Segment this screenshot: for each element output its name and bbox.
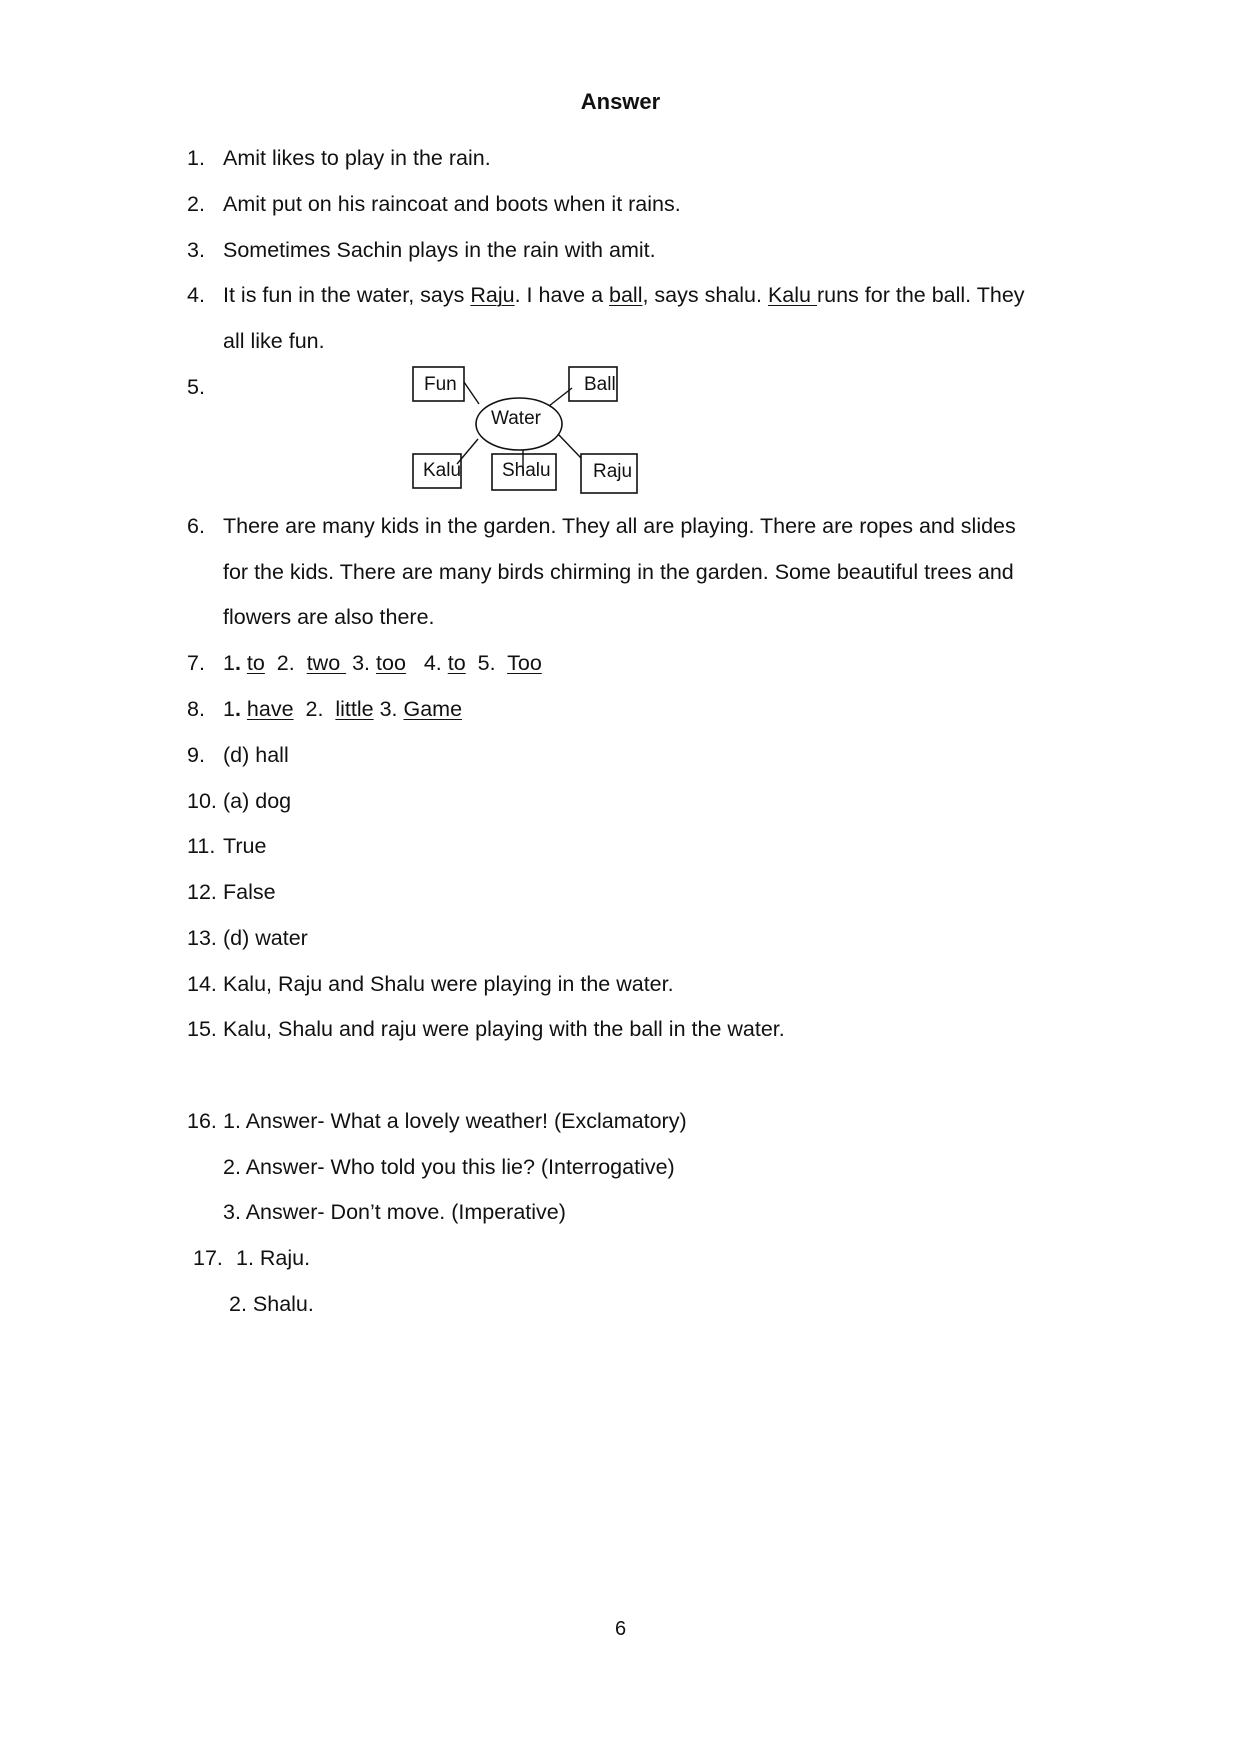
page-title: Answer [580, 89, 661, 114]
answer-13: (d) water [223, 926, 308, 950]
answer-8 [223, 695, 462, 723]
answer-16-sub: 2. Answer- Who told you this lie? (Interrogative) [223, 1155, 675, 1179]
answer-16-sub: 3. Answer- Don’t move. (Imperative) [223, 1200, 566, 1224]
underlined-word: Raju [470, 283, 515, 307]
text-span: . I have a [514, 283, 610, 307]
node-label-shalu: Shalu [502, 460, 551, 481]
item-number: 7. [187, 651, 205, 675]
underlined-word: Game [403, 697, 463, 721]
underlined-word: to [246, 651, 265, 675]
answer-2: Amit put on his raincoat and boots when it rains. [223, 192, 681, 216]
answer-10: (a) dog [223, 789, 292, 813]
center-label-water: Water [491, 408, 541, 429]
answer-16-sub: 1. Answer- What a lovely weather! (Exclamatory) [223, 1109, 687, 1133]
item-number: 14. [187, 972, 217, 996]
item-number: 17. [193, 1246, 223, 1270]
text-span: 2. [264, 651, 307, 675]
word-web-diagram [412, 366, 644, 502]
answer-4-continued: all like fun. [223, 329, 325, 353]
text-span: . [234, 697, 247, 721]
node-label-kalu: Kalu [423, 460, 462, 481]
item-number: 16. [187, 1109, 217, 1133]
underlined-word: Kalu [767, 283, 817, 307]
answer-15: Kalu, Shalu and raju were playing with the ball in the water. [223, 1017, 785, 1041]
text-span: 5. [465, 651, 508, 675]
node-label-fun: Fun [424, 374, 457, 395]
text-span: 1 [223, 697, 235, 721]
item-number: 4. [187, 283, 205, 307]
item-number: 6. [187, 514, 205, 538]
text-span: 4. [405, 651, 448, 675]
text-span: 3. [346, 651, 377, 675]
text-span: 1 [223, 651, 235, 675]
text-span: It is fun in the water, says [223, 283, 471, 307]
item-number: 13. [187, 926, 217, 950]
item-number: 8. [187, 697, 205, 721]
underlined-word: too [376, 651, 406, 675]
text-span: runs for the ball. They [816, 283, 1025, 307]
underlined-word: to [447, 651, 466, 675]
answer-6-line: for the kids. There are many birds chirming in the garden. Some beautiful trees and [223, 560, 1014, 584]
text-span: , says shalu. [642, 283, 768, 307]
answer-7 [223, 649, 542, 677]
item-number: 15. [187, 1017, 217, 1041]
page-number: 6 [614, 1618, 627, 1640]
answer-11: True [223, 834, 267, 858]
answer-6-line: There are many kids in the garden. They all are playing. There are ropes and slides [223, 514, 1016, 538]
item-number: 1. [187, 146, 205, 170]
answer-17-sub: 1. Raju. [236, 1246, 311, 1270]
text-span: 2. [293, 697, 336, 721]
answer-4 [223, 281, 1025, 309]
underlined-word: two [306, 651, 347, 675]
answer-14: Kalu, Raju and Shalu were playing in the water. [223, 972, 674, 996]
answer-3: Sometimes Sachin plays in the rain with amit. [223, 238, 656, 262]
node-label-ball: Ball [584, 374, 616, 395]
answer-12: False [223, 880, 276, 904]
answer-6-line: flowers are also there. [223, 605, 435, 629]
underlined-word: ball [609, 283, 643, 307]
item-number: 12. [187, 880, 217, 904]
underlined-word: Too [507, 651, 542, 675]
item-number: 10. [187, 789, 217, 813]
connector-fun [464, 382, 479, 404]
answer-9: (d) hall [223, 743, 289, 767]
item-number: 11. [187, 834, 216, 858]
text-span: 3. [373, 697, 404, 721]
connector-raju [558, 434, 581, 458]
underlined-word: little [335, 697, 374, 721]
item-number: 3. [187, 238, 205, 262]
item-number: 5. [187, 375, 205, 399]
item-number: 9. [187, 743, 205, 767]
node-label-raju: Raju [593, 461, 633, 482]
text-span: . [234, 651, 247, 675]
answer-1: Amit likes to play in the rain. [223, 146, 491, 170]
underlined-word: have [246, 697, 294, 721]
item-number: 2. [187, 192, 205, 216]
answer-17-sub: 2. Shalu. [229, 1292, 314, 1316]
